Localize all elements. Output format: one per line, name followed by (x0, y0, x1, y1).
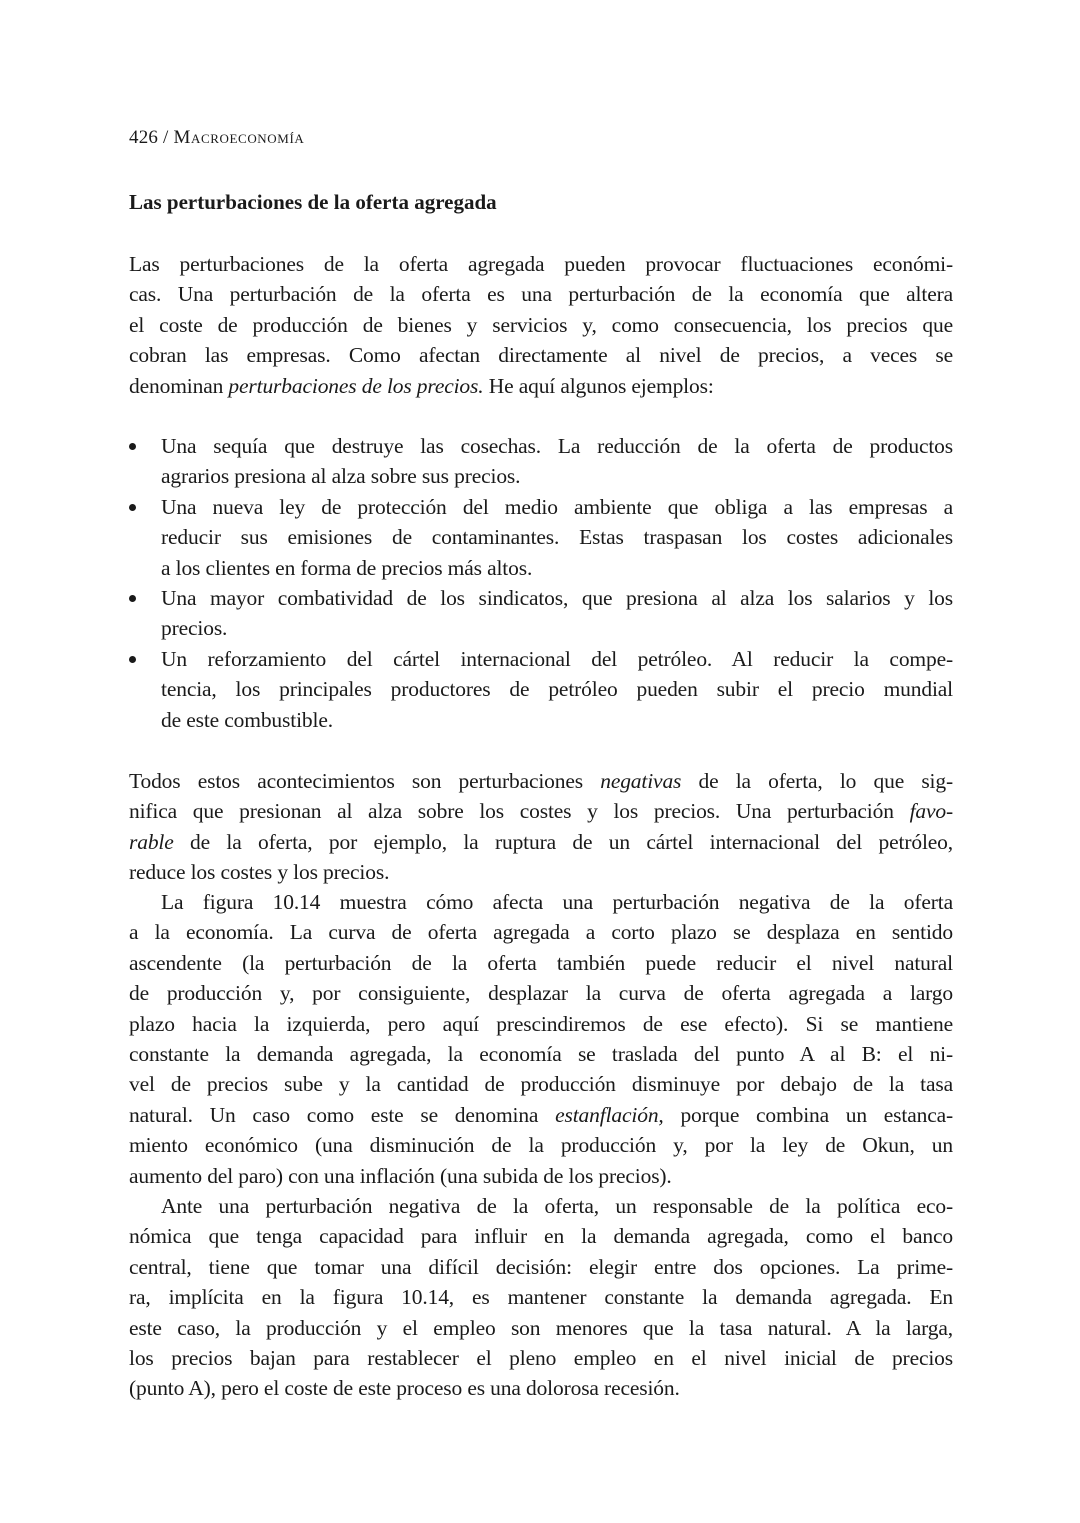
text-line: Las perturbaciones de la oferta agregada pueden provocar fluctuaciones económi- (129, 252, 953, 276)
text-line (129, 827, 953, 857)
text-run: nifica que presionan al alza sobre los costes y los precios. Una perturbación (129, 799, 910, 824)
paragraph-figure-10-14 (129, 887, 953, 1191)
text-line: aumento del paro) con una inflación (una subida de los precios). (129, 1163, 672, 1188)
text-line: agrarios presiona al alza sobre sus precios. (161, 464, 521, 489)
text-line: (punto A), pero el coste de este proceso es una dolorosa recesión. (129, 1376, 680, 1401)
running-head-separator: / (158, 127, 174, 148)
text-line: miento económico (una disminución de la producción y, por la ley de Okun, un (129, 1133, 953, 1158)
text-run: porque combina un estanca- (663, 1102, 953, 1127)
text-line: plazo hacia la izquierda, pero aquí prescindiremos de ese efecto). Si se mantiene (129, 1011, 953, 1036)
bullet-icon (129, 595, 136, 602)
text-line: tencia, los principales productores de petróleo pueden subir el precio mundial (161, 677, 953, 702)
examples-list (129, 431, 953, 735)
text-line (129, 766, 953, 796)
text-line: Ante una perturbación negativa de la oferta, un responsable de la política eco- (161, 1194, 953, 1218)
italic-term: perturbaciones de los precios. (228, 373, 484, 398)
text-line: La figura 10.14 muestra cómo afecta una perturbación negativa de la oferta (161, 890, 953, 914)
text-line: nómica que tenga capacidad para influir en la demanda agregada, como el banco (129, 1224, 953, 1249)
italic-term: estanflación, (555, 1102, 664, 1127)
book-title: Macroeconomía (173, 127, 305, 148)
text-run: He aquí algunos ejemplos: (483, 373, 714, 398)
text-run: denominan (129, 373, 229, 398)
text-line: a la economía. La curva de oferta agregada a corto plazo se desplaza en sentido (129, 920, 953, 945)
section-title: Las perturbaciones de la oferta agregada (129, 190, 497, 214)
text-run: Todos estos acontecimientos son perturbaciones (129, 769, 601, 793)
text-line: ra, implícita en la figura 10.14, es mantener constante la demanda agregada. En (129, 1285, 953, 1310)
running-head (129, 126, 304, 150)
text-line: el coste de producción de bienes y servicios y, como consecuencia, los precios que (129, 312, 953, 337)
text-line: reduce los costes y los precios. (129, 860, 390, 885)
list-item (129, 644, 953, 735)
text-line: a los clientes en forma de precios más altos. (161, 555, 533, 580)
bullet-icon (129, 443, 136, 450)
text-line (129, 371, 953, 401)
text-line: este caso, la producción y el empleo son menores que la tasa natural. A la larga, (129, 1315, 953, 1340)
page-number: 426 (129, 127, 159, 148)
text-line: cobran las empresas. Como afectan directamente al nivel de precios, a veces se (129, 343, 953, 368)
list-item (129, 583, 953, 644)
italic-term: favo- (909, 799, 953, 824)
list-item (129, 492, 953, 583)
text-line: constante la demanda agregada, la economía se traslada del punto A al B: el ni- (129, 1041, 953, 1066)
text-line: vel de precios sube y la cantidad de producción disminuye por debajo de la tasa (129, 1072, 953, 1097)
text-line (129, 1100, 953, 1130)
text-run: de la oferta, lo que sig- (681, 769, 953, 793)
text-line: ascendente (la perturbación de la oferta también puede reducir el nivel natural (129, 950, 953, 975)
text-line: de este combustible. (161, 707, 333, 732)
text-line: de producción y, por consiguiente, desplazar la curva de oferta agregada a largo (129, 981, 953, 1006)
text-line: Una sequía que destruye las cosechas. La reducción de la oferta de productos (161, 434, 953, 458)
text-line (129, 796, 953, 826)
text-line: Una nueva ley de protección del medio ambiente que obliga a las empresas a (161, 494, 953, 519)
paragraph-negative-shocks (129, 766, 953, 888)
text-line: reducir sus emisiones de contaminantes. Estas traspasan los costes adicionales (161, 525, 953, 550)
text-line: Un reforzamiento del cártel internacional del petróleo. Al reducir la compe- (161, 646, 953, 671)
intro-paragraph (129, 249, 953, 401)
italic-term: rable (129, 829, 174, 854)
bullet-icon (129, 656, 136, 663)
list-item (129, 431, 953, 492)
text-run: de la oferta, por ejemplo, la ruptura de un cártel internacional del petróleo, (173, 829, 953, 854)
text-line: Una mayor combatividad de los sindicatos, que presiona al alza los salarios y los (161, 585, 953, 610)
italic-term: negativas (600, 769, 682, 793)
text-run: natural. Un caso como este se denomina (129, 1102, 556, 1127)
bullet-icon (129, 504, 136, 511)
text-line: precios. (161, 616, 228, 641)
text-line: los precios bajan para restablecer el pleno empleo en el nivel inicial de precios (129, 1345, 953, 1370)
text-line: central, tiene que tomar una difícil decisión: elegir entre dos opciones. La prime- (129, 1254, 953, 1279)
paragraph-policy-dilemma (129, 1191, 953, 1404)
text-line: cas. Una perturbación de la oferta es una perturbación de la economía que altera (129, 282, 953, 307)
